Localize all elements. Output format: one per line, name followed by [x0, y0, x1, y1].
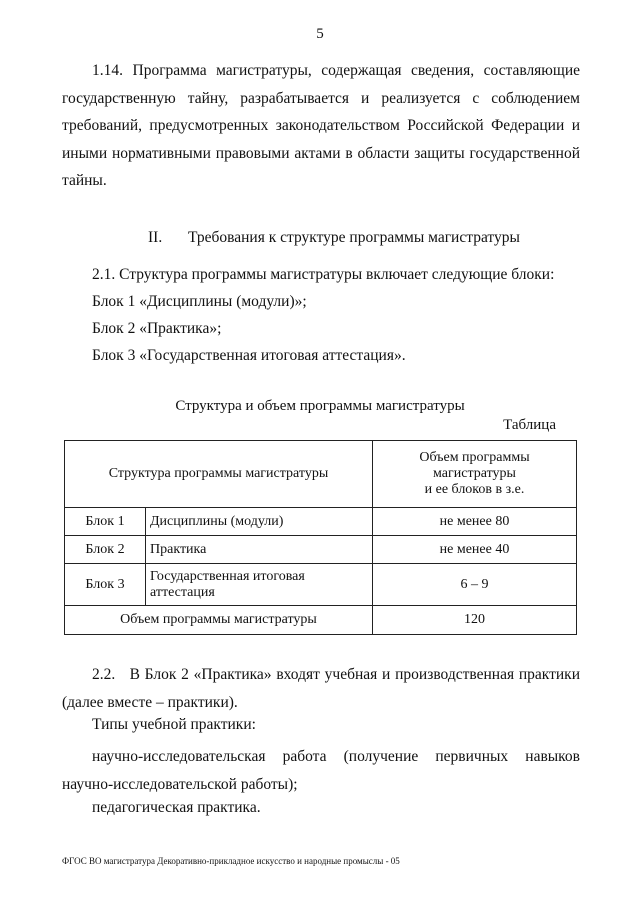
header-volume-line: магистратуры	[433, 466, 516, 481]
table-header-row	[65, 441, 577, 508]
total-label: Объем программы магистратуры	[65, 606, 373, 635]
block-name-line: аттестация	[150, 584, 215, 600]
paragraph-2-2-text: В Блок 2 «Практика» входят учебная и производственная практики (далее вместе – практики).	[62, 666, 581, 711]
header-structure: Структура программы магистратуры	[65, 441, 373, 508]
table-label: Таблица	[503, 417, 556, 433]
section-number: II.	[148, 229, 163, 246]
block-name	[146, 564, 373, 606]
block-id: Блок 1	[65, 508, 146, 536]
section-title: Требования к структуре программы магистратуры	[188, 229, 520, 246]
paragraph-2-2-number: 2.2.	[92, 666, 116, 683]
table-total-row	[65, 606, 577, 635]
header-volume	[373, 441, 577, 508]
block-id: Блок 2	[65, 536, 146, 564]
table-row	[65, 564, 577, 606]
practice-types-heading: Типы учебной практики:	[92, 716, 256, 733]
table-row	[65, 536, 577, 564]
block-name-line: Государственная итоговая	[150, 568, 305, 584]
header-volume-line: Объем программы	[419, 450, 530, 465]
paragraph-2-2	[62, 661, 580, 716]
block-volume: не менее 40	[373, 536, 577, 564]
structure-table	[64, 440, 577, 635]
block-list-item: Блок 2 «Практика»;	[92, 320, 222, 337]
table-row	[65, 508, 577, 536]
footer: ФГОС ВО магистратура Декоративно-прикладное искусство и народные промыслы - 05	[62, 856, 400, 866]
practice-type-text: научно-исследовательская работа (получение первичных навыков научно-исследовательской работы);	[62, 748, 580, 793]
total-value: 120	[373, 606, 577, 635]
page-number: 5	[316, 26, 324, 42]
block-id: Блок 3	[65, 564, 146, 606]
practice-type-item	[62, 743, 580, 798]
section-heading	[148, 229, 520, 247]
block-list-item: Блок 1 «Дисциплины (модули)»;	[92, 293, 307, 310]
table-title: Структура и объем программы магистратуры	[175, 398, 465, 414]
header-volume-line: и ее блоков в з.е.	[424, 482, 525, 497]
block-volume: 6 – 9	[373, 564, 577, 606]
paragraph-1-14-text: Программа магистратуры, содержащая сведения, составляющие государственную тайну, разрабатывается и реализуется с соблюдением требований, предусмотренных законодательством Российской Федерации и иными нормативными правовыми актами в области защиты государственной тайны.	[62, 62, 580, 189]
paragraph-1-14-number: 1.14.	[92, 62, 123, 79]
block-list-item: Блок 3 «Государственная итоговая аттестация».	[92, 347, 406, 364]
paragraph-2-1: 2.1. Структура программы магистратуры включает следующие блоки:	[92, 266, 555, 283]
block-name: Практика	[146, 536, 373, 564]
block-volume: не менее 80	[373, 508, 577, 536]
block-name: Дисциплины (модули)	[146, 508, 373, 536]
paragraph-1-14	[62, 57, 580, 195]
practice-type-item: педагогическая практика.	[92, 799, 261, 816]
